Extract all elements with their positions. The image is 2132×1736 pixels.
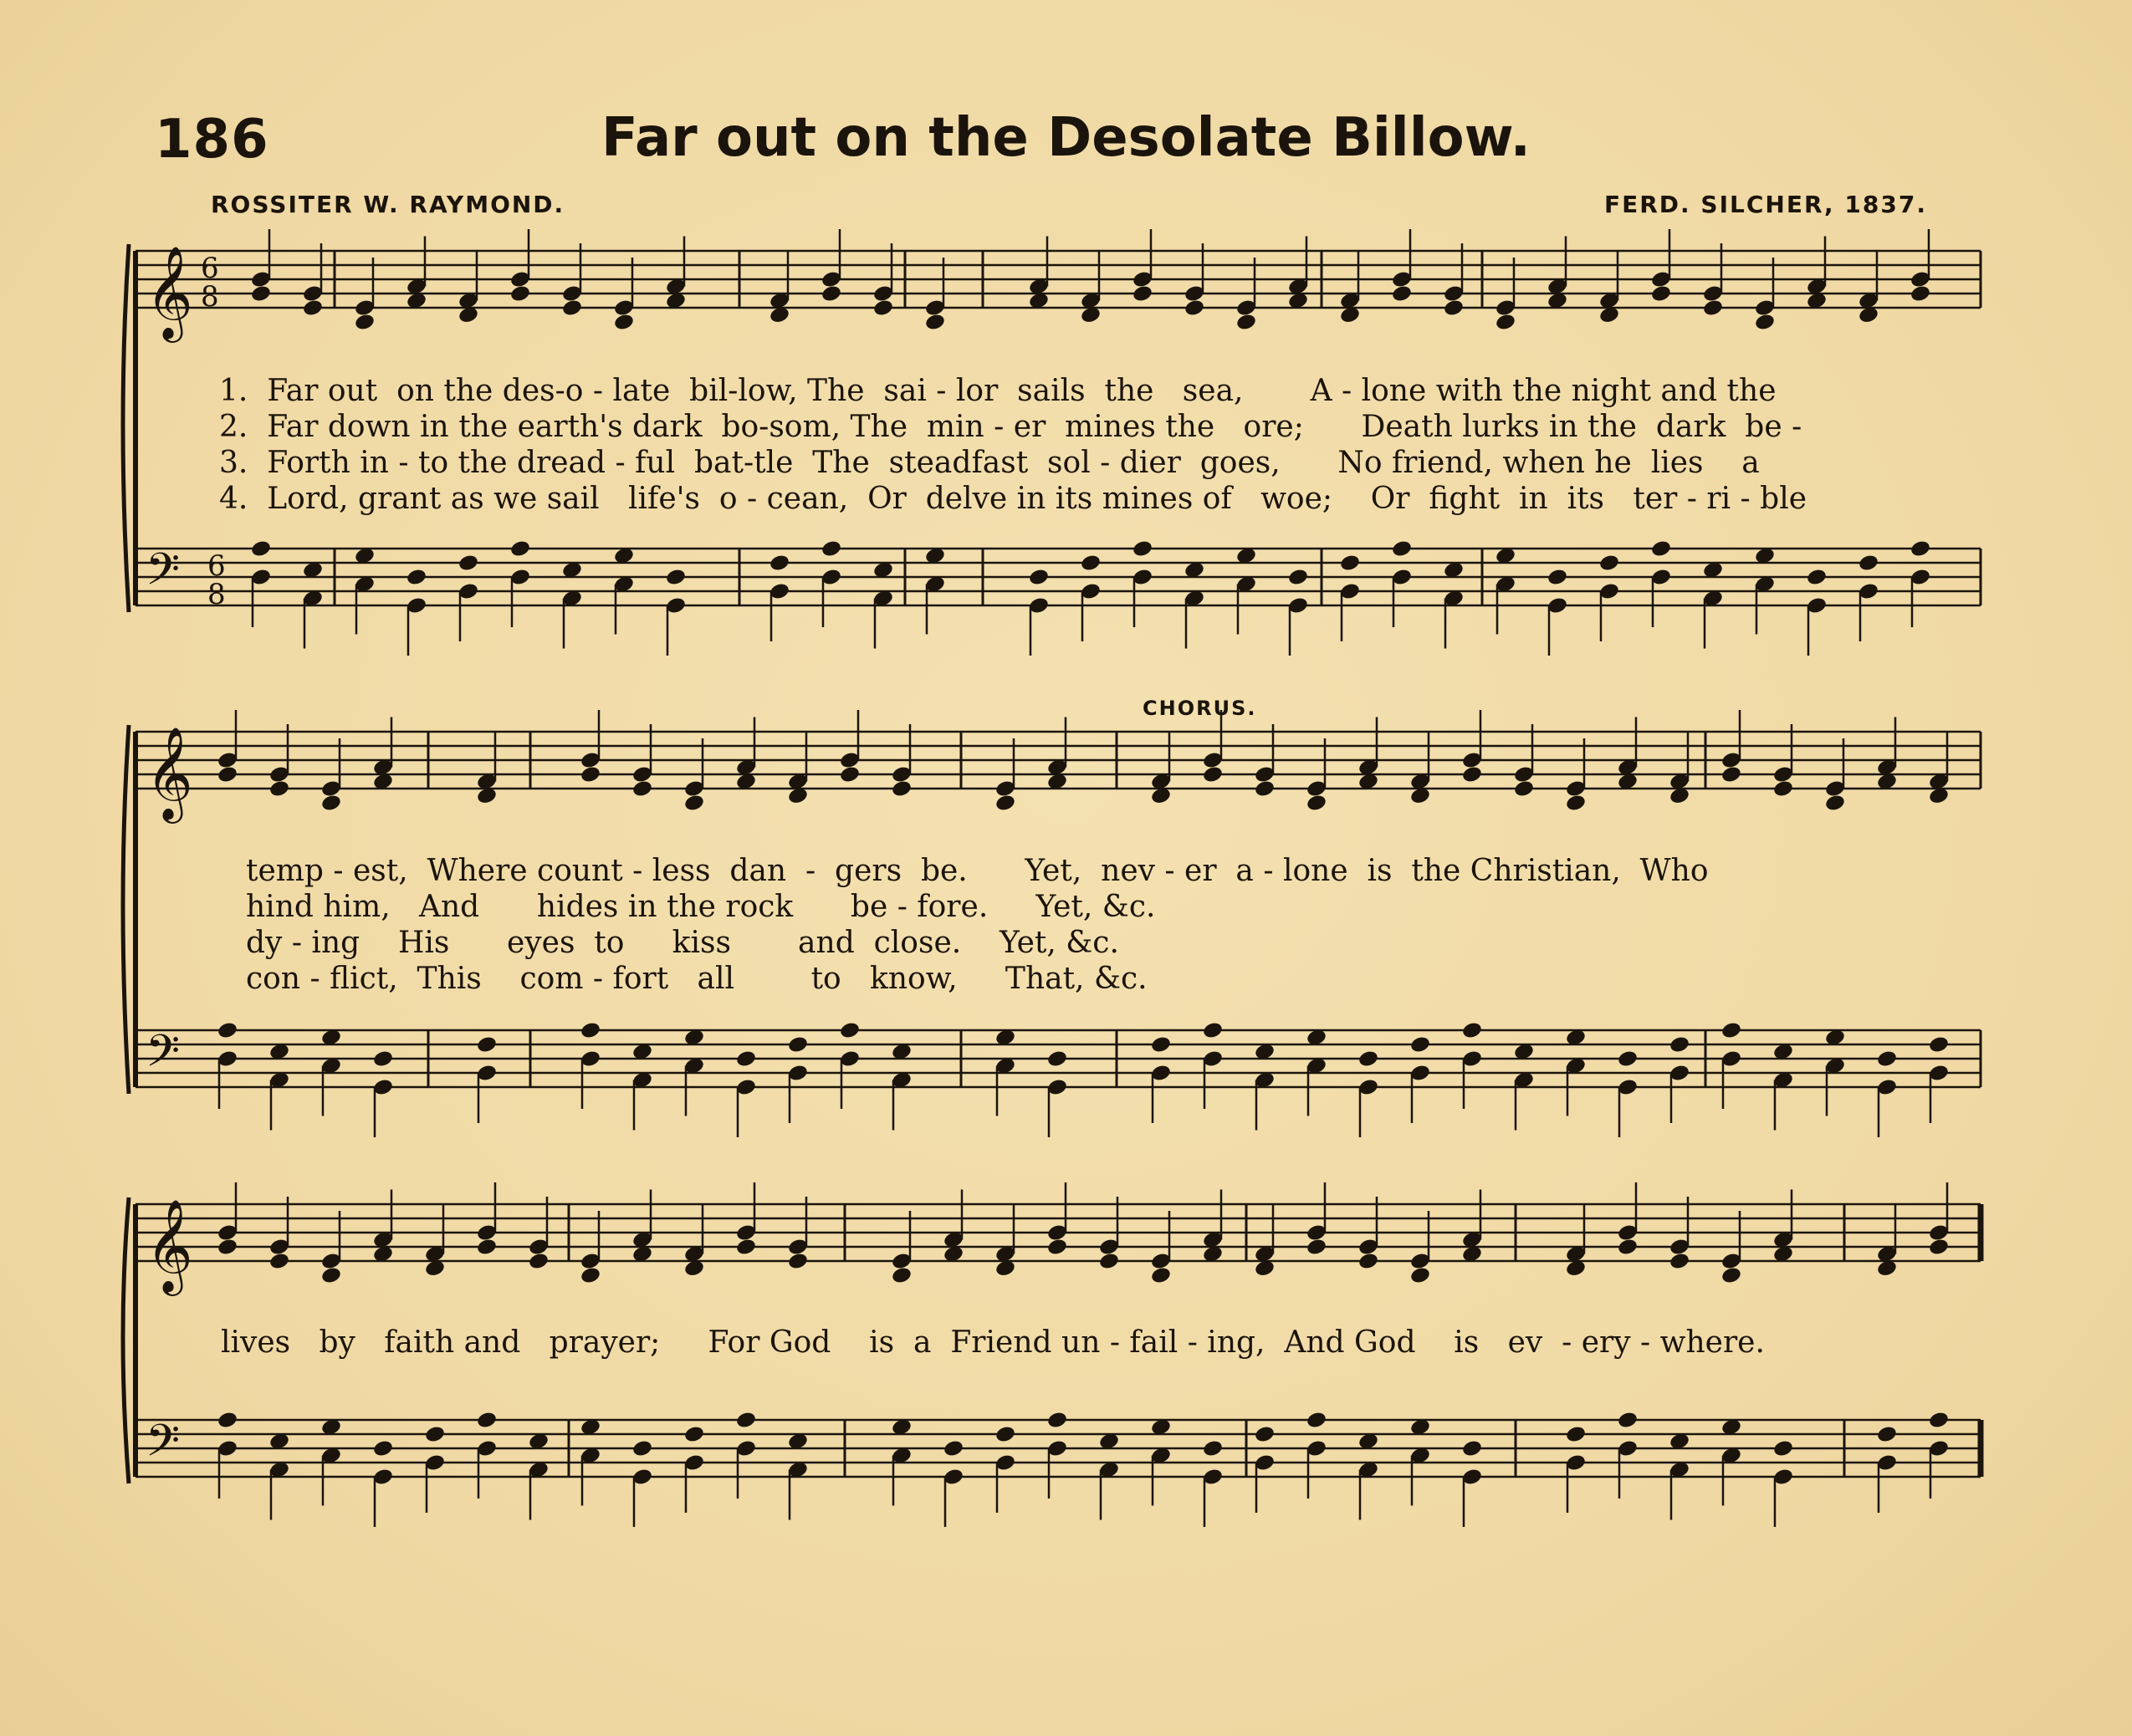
notehead bbox=[1357, 1049, 1379, 1069]
system-brace bbox=[123, 244, 129, 612]
notehead bbox=[1339, 554, 1361, 573]
notehead bbox=[217, 765, 238, 784]
notehead bbox=[1772, 1439, 1794, 1458]
notehead bbox=[1080, 554, 1102, 573]
notehead bbox=[1754, 313, 1776, 332]
notehead bbox=[1547, 568, 1568, 587]
notehead bbox=[1235, 313, 1257, 332]
lyric-line-verse-4: 4. Lord, grant as we sail life's o - cean, Or delve in its mines of woe; Or fight in its ter - ri - ble bbox=[219, 482, 1807, 516]
notehead bbox=[1254, 1425, 1276, 1444]
notehead bbox=[458, 554, 479, 573]
notehead bbox=[354, 313, 376, 332]
notehead bbox=[561, 299, 583, 318]
lyric-line-verse-1: temp - est, Where count - less dan - gers be. Yet, nev - er a - lone is the Christian, Who bbox=[246, 854, 1709, 888]
notehead bbox=[1928, 1035, 1950, 1054]
notehead bbox=[1565, 794, 1587, 813]
notehead bbox=[839, 765, 861, 784]
notehead bbox=[1617, 1049, 1639, 1069]
notehead bbox=[268, 779, 290, 799]
hymn-title: Far out on the Desolate Billow. bbox=[601, 107, 1531, 169]
notehead bbox=[1409, 1035, 1431, 1054]
notehead bbox=[787, 1252, 809, 1271]
notehead bbox=[372, 1049, 394, 1069]
notehead bbox=[1046, 1238, 1068, 1257]
notehead bbox=[683, 794, 705, 813]
lyric-line-verse-2: hind him, And hides in the rock be - fore. Yet, &c. bbox=[246, 890, 1156, 924]
notehead bbox=[476, 1238, 498, 1257]
notehead bbox=[1702, 299, 1724, 318]
notehead bbox=[1772, 779, 1794, 799]
notehead bbox=[476, 1035, 498, 1054]
notehead bbox=[250, 539, 272, 559]
notehead bbox=[839, 1021, 861, 1040]
notehead bbox=[1461, 1439, 1483, 1458]
notehead bbox=[821, 539, 842, 559]
notehead bbox=[631, 779, 653, 799]
notehead bbox=[424, 1425, 446, 1444]
treble-clef-icon: 𝄞 bbox=[146, 245, 193, 339]
notehead bbox=[1409, 1266, 1431, 1285]
notehead bbox=[1910, 284, 1931, 304]
notehead bbox=[1565, 1425, 1587, 1444]
notehead bbox=[891, 1266, 913, 1285]
notehead bbox=[1720, 765, 1742, 784]
notehead bbox=[1132, 539, 1153, 559]
bass-clef-icon: 𝄢 bbox=[146, 544, 181, 606]
lyric-line-refrain: lives by faith and prayer; For God is a Friend un - fail - ing, And God is ev - ery - where. bbox=[221, 1325, 1765, 1360]
notehead bbox=[1306, 1411, 1327, 1430]
notehead bbox=[217, 1021, 238, 1040]
lyric-line-verse-1: 1. Far out on the des-o - late bil-low, The sai - lor sails the sea, A - lone with the night and the bbox=[219, 374, 1777, 408]
notehead bbox=[1306, 794, 1327, 813]
notehead bbox=[735, 1049, 757, 1069]
time-signature-top: 6 bbox=[201, 252, 219, 285]
notehead bbox=[683, 1425, 705, 1444]
lyricist-credit: ROSSITER W. RAYMOND. bbox=[211, 191, 565, 218]
treble-clef-icon: 𝄞 bbox=[146, 726, 193, 819]
notehead bbox=[665, 568, 687, 587]
lyric-line-verse-2: 2. Far down in the earth's dark bo-som, The min - er mines the ore; Death lurks in the dark be - bbox=[219, 410, 1802, 444]
notehead bbox=[1391, 539, 1413, 559]
notehead bbox=[1513, 779, 1535, 799]
notehead bbox=[613, 313, 635, 332]
notehead bbox=[1669, 1252, 1690, 1271]
chorus-label: CHORUS. bbox=[1143, 697, 1257, 720]
notehead bbox=[1461, 1021, 1483, 1040]
notehead bbox=[217, 1238, 238, 1257]
notehead bbox=[943, 1439, 964, 1458]
notehead bbox=[1132, 284, 1153, 304]
notehead bbox=[509, 284, 531, 304]
notehead bbox=[872, 299, 894, 318]
notehead bbox=[509, 539, 531, 559]
notehead bbox=[1928, 1411, 1950, 1430]
notehead bbox=[476, 1411, 498, 1430]
time-signature-bottom: 8 bbox=[207, 578, 226, 611]
notehead bbox=[891, 779, 913, 799]
notehead bbox=[1184, 299, 1205, 318]
notehead bbox=[1598, 554, 1620, 573]
notehead bbox=[406, 568, 427, 587]
notehead bbox=[1150, 1035, 1172, 1054]
notehead bbox=[580, 1021, 601, 1040]
system-brace bbox=[123, 1197, 129, 1483]
notehead bbox=[735, 1411, 757, 1430]
notehead bbox=[924, 313, 946, 332]
notehead bbox=[320, 1266, 342, 1285]
notehead bbox=[1928, 1238, 1950, 1257]
notehead bbox=[1617, 1411, 1639, 1430]
notehead bbox=[1028, 568, 1050, 587]
notehead bbox=[787, 1035, 809, 1054]
notehead bbox=[1202, 1021, 1224, 1040]
notehead bbox=[528, 1252, 550, 1271]
notehead bbox=[320, 794, 342, 813]
notehead bbox=[1650, 284, 1672, 304]
notehead bbox=[1858, 554, 1879, 573]
notehead bbox=[1876, 1425, 1898, 1444]
notehead bbox=[1669, 1035, 1690, 1054]
notehead bbox=[1495, 313, 1516, 332]
notehead bbox=[1824, 794, 1846, 813]
notehead bbox=[250, 284, 272, 304]
notehead bbox=[1046, 1411, 1068, 1430]
notehead bbox=[994, 1425, 1016, 1444]
notehead bbox=[1391, 284, 1413, 304]
notehead bbox=[1306, 1238, 1327, 1257]
notehead bbox=[372, 1439, 394, 1458]
notehead bbox=[1046, 1049, 1068, 1069]
notehead bbox=[1617, 1238, 1639, 1257]
notehead bbox=[1720, 1021, 1742, 1040]
composer-credit: FERD. SILCHER, 1837. bbox=[1603, 191, 1927, 218]
lyric-line-verse-3: dy - ing His eyes to kiss and close. Yet, &c. bbox=[246, 926, 1119, 960]
notehead bbox=[268, 1252, 290, 1271]
notehead bbox=[217, 1411, 238, 1430]
time-signature-bottom: 8 bbox=[201, 280, 219, 314]
notehead bbox=[1150, 1266, 1172, 1285]
lyric-line-verse-4: con - flict, This com - fort all to know, That, &c. bbox=[246, 962, 1148, 996]
time-signature-top: 6 bbox=[207, 549, 226, 583]
notehead bbox=[580, 765, 601, 784]
notehead bbox=[769, 554, 790, 573]
notehead bbox=[1650, 539, 1672, 559]
notehead bbox=[1202, 1439, 1224, 1458]
system-brace bbox=[123, 725, 129, 1094]
notehead bbox=[994, 794, 1016, 813]
hymn-number: 186 bbox=[155, 109, 269, 171]
notehead bbox=[1357, 1252, 1379, 1271]
treble-clef-icon: 𝄞 bbox=[146, 1198, 193, 1292]
notehead bbox=[1443, 299, 1465, 318]
notehead bbox=[1202, 765, 1224, 784]
notehead bbox=[1806, 568, 1828, 587]
notehead bbox=[735, 1238, 757, 1257]
notehead bbox=[302, 299, 324, 318]
notehead bbox=[821, 284, 842, 304]
notehead bbox=[1461, 765, 1483, 784]
notehead bbox=[1287, 568, 1309, 587]
notehead bbox=[1876, 1049, 1898, 1069]
bass-clef-icon: 𝄢 bbox=[146, 1026, 181, 1088]
bass-clef-icon: 𝄢 bbox=[146, 1416, 181, 1478]
notehead bbox=[580, 1266, 601, 1285]
notehead bbox=[1254, 779, 1276, 799]
notehead bbox=[1910, 539, 1931, 559]
notehead bbox=[1720, 1266, 1742, 1285]
notehead bbox=[631, 1439, 653, 1458]
lyric-line-verse-3: 3. Forth in - to the dread - ful bat-tle The steadfast sol - dier goes, No friend, when he lies a bbox=[219, 446, 1760, 480]
notehead bbox=[1098, 1252, 1120, 1271]
